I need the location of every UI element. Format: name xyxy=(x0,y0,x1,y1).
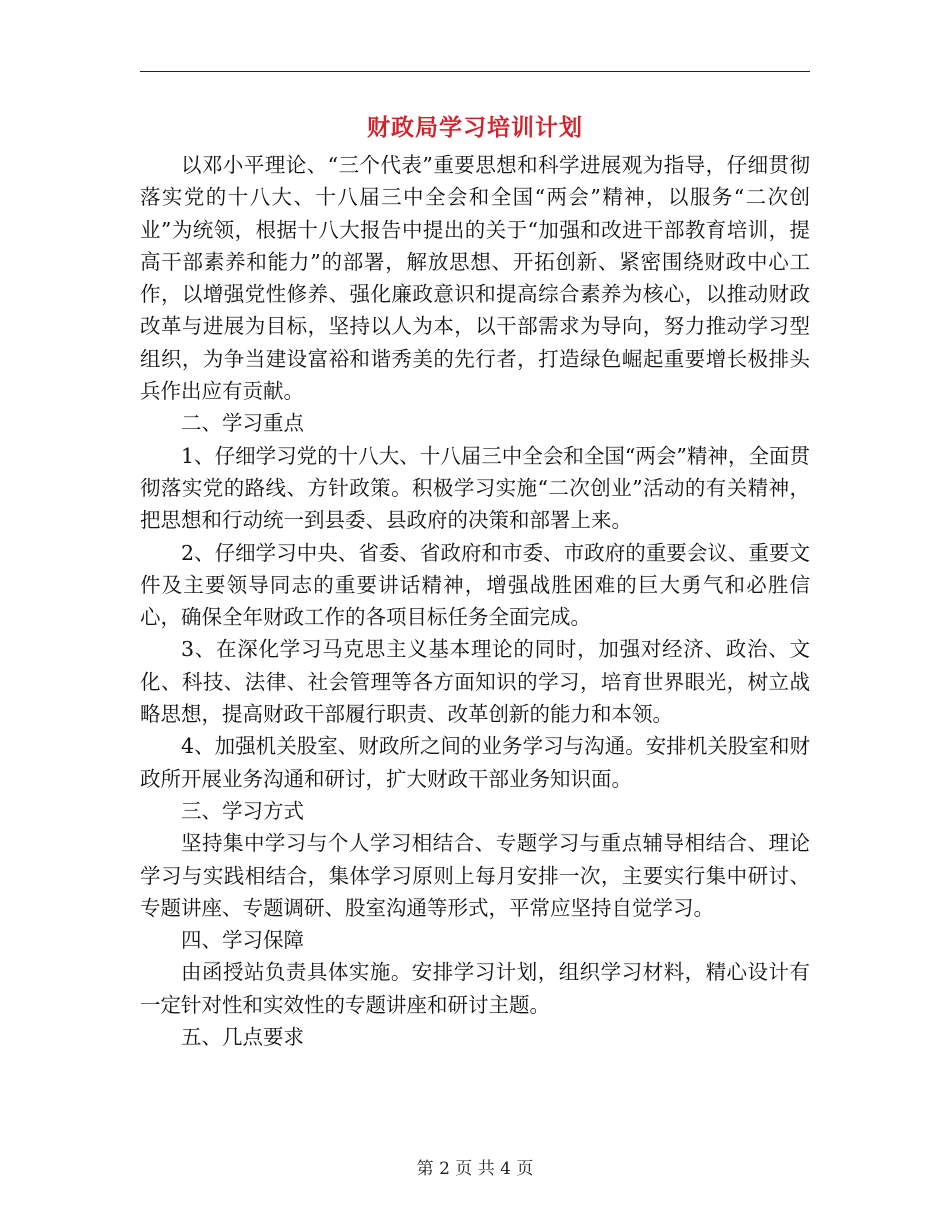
section-heading-study-method: 三、学习方式 xyxy=(181,798,304,823)
section-heading-study-support: 四、学习保障 xyxy=(181,928,304,953)
paragraph-support: 由函授站负责具体实施。安排学习计划，组织学习材料，精心设计有一定针对性和实效性的专题讲座和研讨主题。 xyxy=(140,960,810,1017)
document-title: 财政局学习培训计划 xyxy=(367,114,583,141)
paragraph-focus-2: 2、仔细学习中央、省委、省政府和市委、市政府的重要会议、重要文件及主要领导同志的重要讲话精神，增强战胜困难的巨大勇气和必胜信心，确保全年财政工作的各项目标任务全面完成。 xyxy=(140,540,810,630)
paragraph-focus-1: 1、仔细学习党的十八大、十八届三中全会和全国“两会”精神，全面贯彻落实党的路线、方针政策。积极学习实施“二次创业”活动的有关精神，把思想和行动统一到县委、县政府的决策和部署上来。 xyxy=(140,443,810,533)
section-heading-requirements: 五、几点要求 xyxy=(181,1025,304,1050)
section-heading-study-focus: 二、学习重点 xyxy=(181,411,304,436)
page-number-footer: 第 2 页 共 4 页 xyxy=(416,1159,534,1179)
paragraph-focus-4: 4、加强机关股室、财政所之间的业务学习与沟通。安排机关股室和财政所开展业务沟通和研讨，扩大财政干部业务知识面。 xyxy=(140,734,810,791)
paragraph-focus-3: 3、在深化学习马克思主义基本理论的同时，加强对经济、政治、文化、科技、法律、社会管理等各方面知识的学习，培育世界眼光，树立战略思想，提高财政干部履行职责、改革创新的能力和本领。 xyxy=(140,637,810,727)
paragraph-method: 坚持集中学习与个人学习相结合、专题学习与重点辅导相结合、理论学习与实践相结合，集体学习原则上每月安排一次，主要实行集中研讨、专题讲座、专题调研、股室沟通等形式，平常应坚持自觉学习。 xyxy=(140,831,810,920)
header-rule xyxy=(140,71,810,72)
document-body xyxy=(140,149,810,1053)
paragraph-intro: 以邓小平理论、“三个代表”重要思想和科学进展观为指导，仔细贯彻落实党的十八大、十八届三中全会和全国“两会”精神，以服务“二次创业”为统领，根据十八大报告中提出的关于“加强和改进干部教育培训，提高干部素养和能力”的部署，解放思想、开拓创新、紧密围绕财政中心工作，以增强党性修养、强化廉政意识和提高综合素养为核心，以推动财政改革与进展为目标，坚持以人为本，以干部需求为导向，努力推动学习型组织，为争当建设富裕和谐秀美的先行者，打造绿色崛起重要增长极排头兵作出应有贡献。 xyxy=(140,153,810,404)
